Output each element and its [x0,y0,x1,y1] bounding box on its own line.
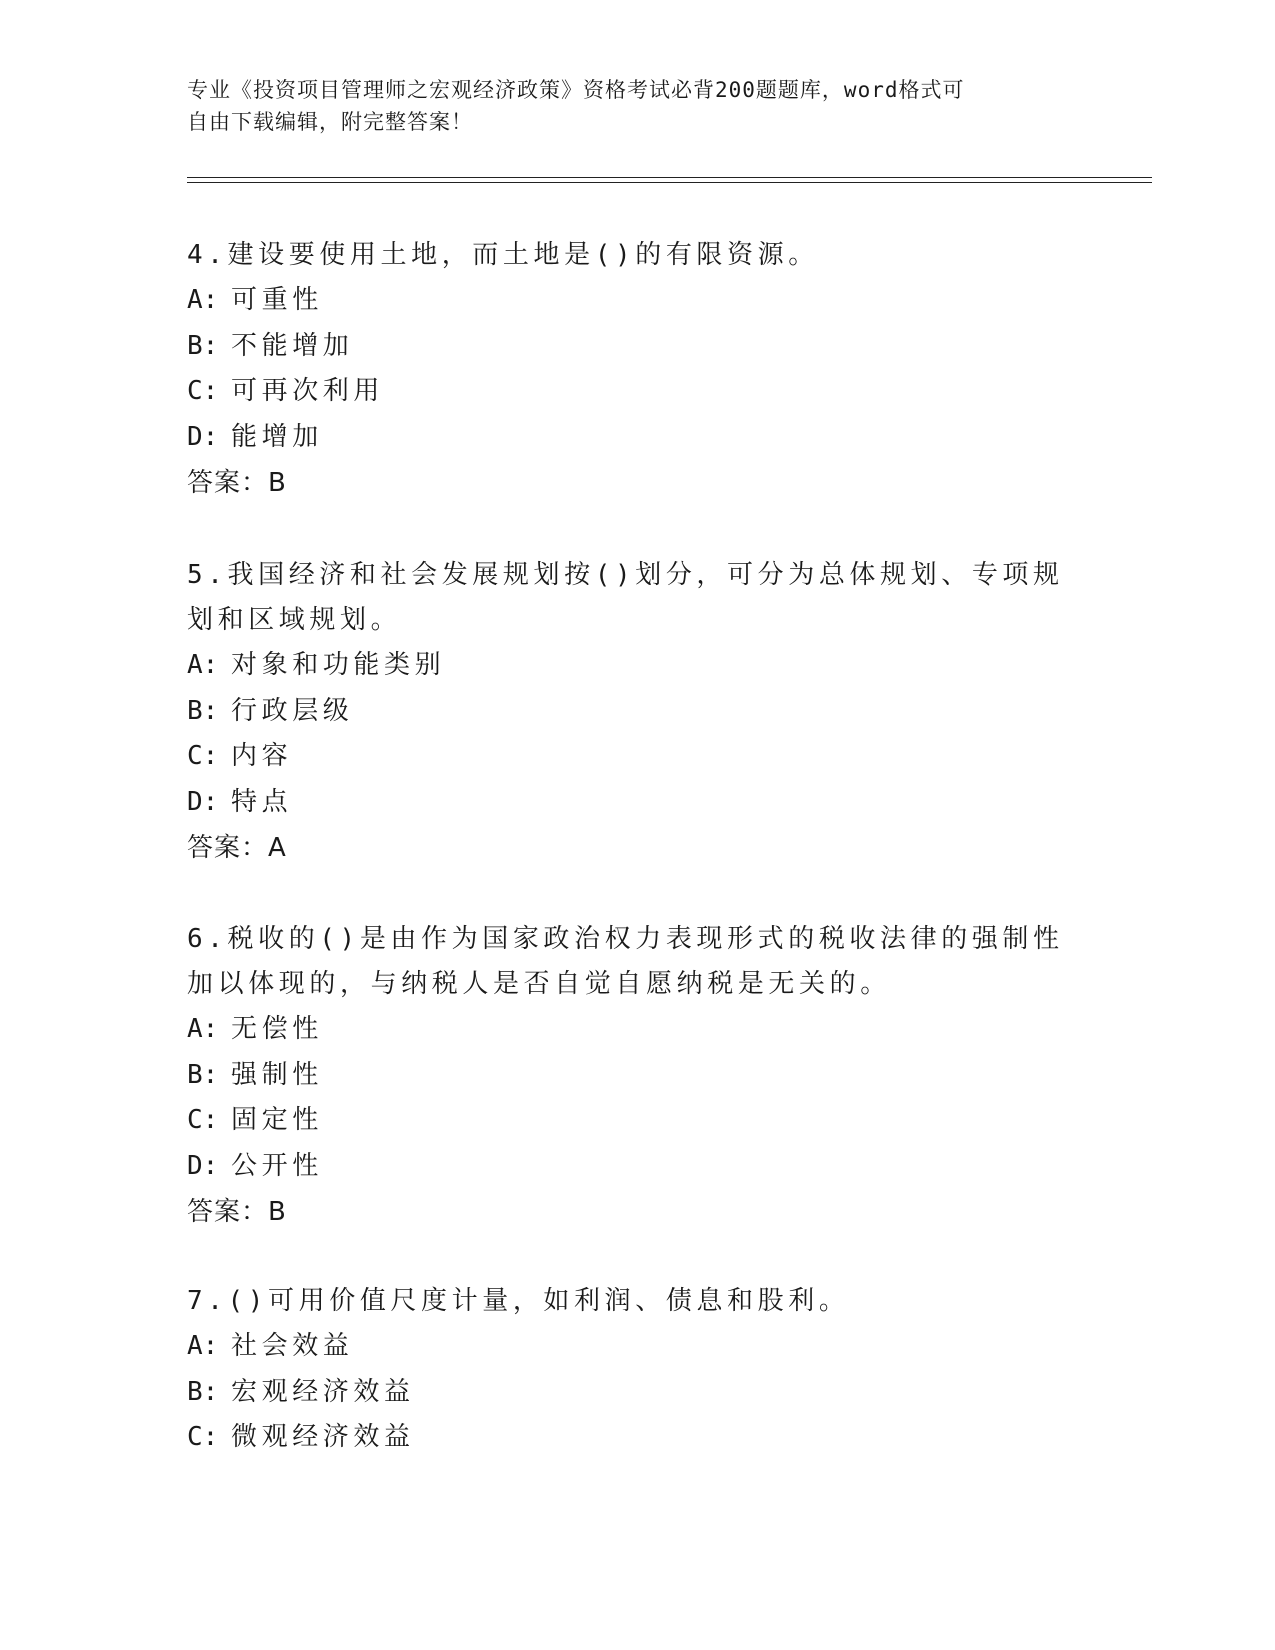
question-block [187,1279,1087,1461]
option-letter: B: [187,695,219,726]
option-text: 微观经济效益 [231,1422,415,1452]
option-letter: C: [187,1422,219,1452]
option-b [187,689,1087,735]
question-stem: 7.()可用价值尺度计量，如利润、债息和股利。 [187,1286,850,1316]
option-letter: B: [187,330,219,361]
option-letter: A: [187,1331,219,1361]
option-a [187,1324,1087,1370]
option-a [187,643,1087,689]
option-text: 无偿性 [231,1014,323,1044]
option-letter: C: [187,741,219,771]
option-b [187,324,1087,370]
answer-line: 答案：B [187,1197,287,1227]
question-block [187,917,1087,1235]
document-header [187,74,1067,138]
option-text: 社会效益 [231,1331,354,1361]
option-letter: B: [187,1376,219,1407]
option-letter: A: [187,1014,219,1044]
option-text: 能增加 [231,421,323,452]
option-text: 行政层级 [231,695,354,726]
option-text: 强制性 [231,1059,323,1090]
answer-line: 答案：A [187,833,287,863]
option-text: 对象和功能类别 [231,650,446,680]
question-stem: 4.建设要使用土地，而土地是()的有限资源。 [187,240,819,270]
option-a [187,278,1087,324]
option-b [187,1053,1087,1099]
option-d [187,780,1087,826]
option-letter: D: [187,786,219,817]
option-d [187,1144,1087,1190]
answer-line: 答案：B [187,468,287,498]
header-line-2: 自由下载编辑，附完整答案！ [187,110,473,134]
option-text: 公开性 [231,1150,323,1181]
option-letter: D: [187,1150,219,1181]
option-a [187,1007,1087,1053]
question-stem: 6.税收的()是由作为国家政治权力表现形式的税收法律的强制性加以体现的，与纳税人是否自觉自愿纳税是无关的。 [187,924,1064,999]
option-text: 特点 [231,786,293,817]
option-letter: A: [187,285,219,315]
question-block [187,553,1087,871]
question-stem: 5.我国经济和社会发展规划按()划分，可分为总体规划、专项规划和区域规划。 [187,560,1064,635]
header-line-1: 专业《投资项目管理师之宏观经济政策》资格考试必背200题题库，word格式可 [187,78,965,102]
option-letter: C: [187,1105,219,1135]
header-divider-top [187,177,1152,178]
option-b [187,1370,1087,1416]
option-text: 宏观经济效益 [231,1376,415,1407]
option-text: 固定性 [231,1105,323,1135]
option-letter: C: [187,376,219,406]
question-block [187,233,1087,506]
option-letter: D: [187,421,219,452]
option-text: 可再次利用 [231,376,385,406]
option-text: 内容 [231,741,293,771]
option-c [187,1098,1087,1144]
option-text: 可重性 [231,285,323,315]
header-divider-bottom [187,182,1152,183]
option-c [187,369,1087,415]
option-text: 不能增加 [231,330,354,361]
option-c [187,1415,1087,1461]
option-letter: B: [187,1059,219,1090]
option-letter: A: [187,650,219,680]
option-c [187,734,1087,780]
option-d [187,415,1087,461]
